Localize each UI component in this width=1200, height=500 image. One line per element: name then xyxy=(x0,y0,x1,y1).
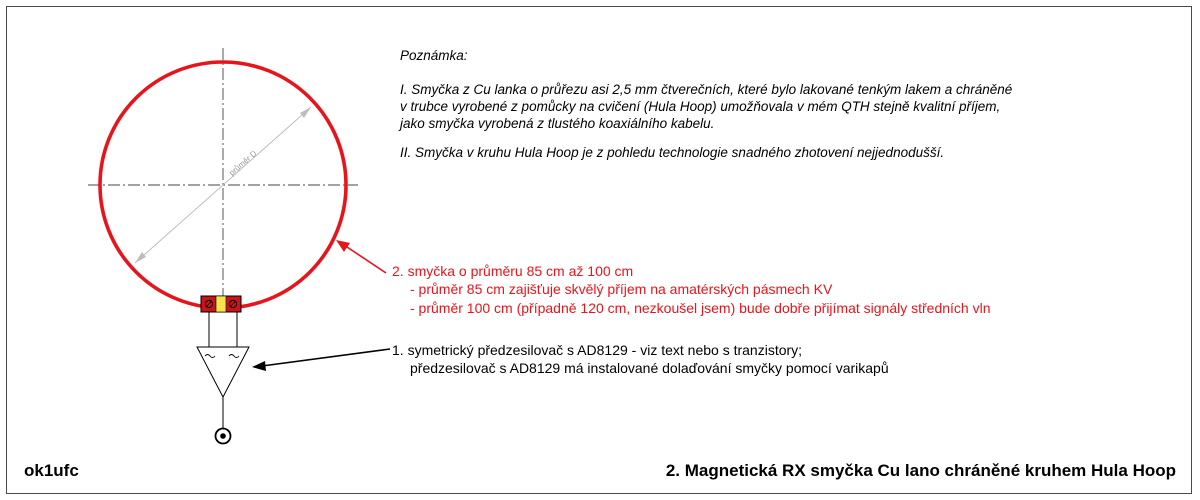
preamp-annotation-line-1: 1. symetrický předzesilovač s AD8129 - viz text nebo s tranzistory; xyxy=(392,342,803,358)
diameter-arrow-end xyxy=(300,107,311,118)
diagram-title: 2. Magnetická RX smyčka Cu lano chráněné kruhem Hula Hoop xyxy=(665,461,1176,480)
diameter-arrow-start xyxy=(135,252,146,263)
preamp-pointer-arrow xyxy=(262,349,390,366)
author-label: ok1ufc xyxy=(24,461,79,480)
note-heading: Poznámka: xyxy=(400,48,468,63)
diameter-label: průměr D xyxy=(227,148,259,178)
note-line-4: II. Smyčka v kruhu Hula Hoop je z pohledu technologie snadného zhotovení nejjednodušší. xyxy=(400,145,945,160)
note-line-2: v trubce vyrobené z pomůcky na cvičení (Hula Hoop) umožňovala v mém QTH stejně kvalitní příjem, xyxy=(400,99,1001,114)
note-line-1: I. Smyčka z Cu lanka o průřezu asi 2,5 mm čtverečních, které bylo lakované tenkým lakem a chráněné xyxy=(400,82,1013,97)
preamp-annotation-line-2: předzesilovač s AD8129 má instalované dolaďování smyčky pomocí varikapů xyxy=(410,360,889,376)
loop-annotation-title: 2. smyčka o průměru 85 cm až 100 cm xyxy=(392,263,634,279)
note-line-3: jako smyčka vyrobená z tlustého koaxiálního kabelu. xyxy=(400,116,715,131)
preamp-pointer-arrowhead xyxy=(252,361,266,371)
amplifier-triangle xyxy=(197,347,249,397)
loop-annotation-item-2: - průměr 100 cm (případně 120 cm, nezkoušel jsem) bude dobře přijímat signály středních vln xyxy=(410,300,991,316)
loop-pointer-arrow xyxy=(344,245,386,273)
loop-pointer-arrowhead xyxy=(336,240,350,252)
loop-annotation-item-1: - průměr 85 cm zajišťuje skvělý příjem na amatérských pásmech KV xyxy=(410,281,833,297)
output-connector-pin xyxy=(220,433,226,439)
loop-terminal-box xyxy=(201,296,241,312)
